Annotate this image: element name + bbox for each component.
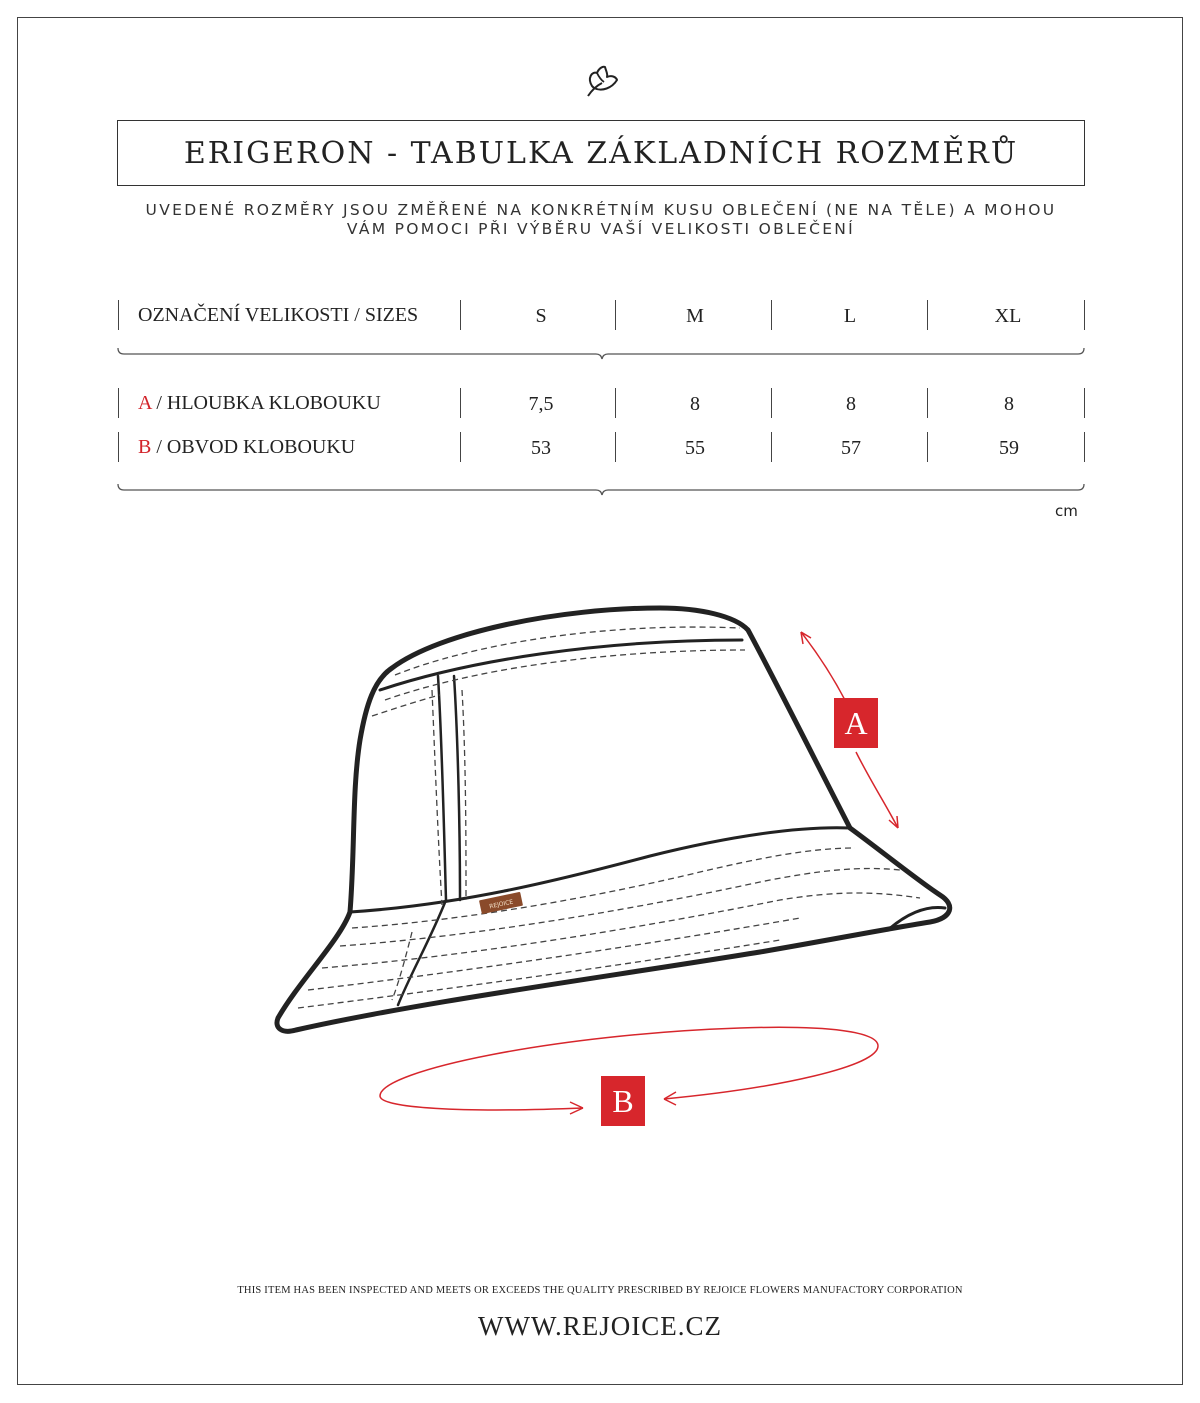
row-a-text: / HLOUBKA KLOBOUKU [151, 392, 381, 414]
row-a-value-l: 8 [846, 393, 856, 415]
subtitle-line-1: UVEDENÉ ROZMĚRY JSOU ZMĚŘENÉ NA KONKRÉTNÍM KUSU OBLEČENÍ (NE NA TĚLE) A MOHOU [145, 201, 1057, 219]
marker-b-badge: B [601, 1076, 645, 1126]
unit-label: cm [1055, 502, 1078, 520]
size-label-xl: XL [994, 305, 1022, 327]
row-b-key: B [138, 436, 152, 458]
row-a-value-xl: 8 [1004, 393, 1014, 415]
row-a-key: A [138, 392, 152, 414]
size-label-s: S [535, 305, 547, 327]
marker-a-badge: A [834, 698, 878, 748]
size-label-m: M [686, 305, 704, 327]
brand-label-text: REJOICE [488, 898, 514, 911]
hat-stitching [298, 627, 920, 1008]
size-label-l: L [843, 305, 857, 327]
row-a-value-m: 8 [690, 393, 700, 415]
row-a-value-s: 7,5 [528, 393, 554, 415]
table-bracket [118, 484, 1084, 495]
page-title: ERIGERON - TABULKA ZÁKLADNÍCH ROZMĚRŮ [183, 135, 1019, 171]
size-header-label: OZNAČENÍ VELIKOSTI / SIZES [138, 304, 419, 326]
row-b-text: / OBVOD KLOBOUKU [151, 436, 356, 458]
subtitle-line-2: VÁM POMOCI PŘI VÝBĚRU VAŠÍ VELIKOSTI OBLEČENÍ [346, 220, 856, 238]
row-b-value-xl: 59 [999, 437, 1019, 459]
table-bracket [118, 348, 1084, 359]
row-b-value-l: 57 [841, 437, 861, 459]
hat-outline [277, 608, 950, 1031]
website-link[interactable]: WWW.REJOICE.CZ [478, 1311, 722, 1341]
row-b-value-s: 53 [531, 437, 551, 459]
row-b-value-m: 55 [685, 437, 705, 459]
quality-note: THIS ITEM HAS BEEN INSPECTED AND MEETS OR EXCEEDS THE QUALITY PRESCRIBED BY REJOICE FLOWERS MANUFACTORY CORPORATION [237, 1285, 963, 1296]
